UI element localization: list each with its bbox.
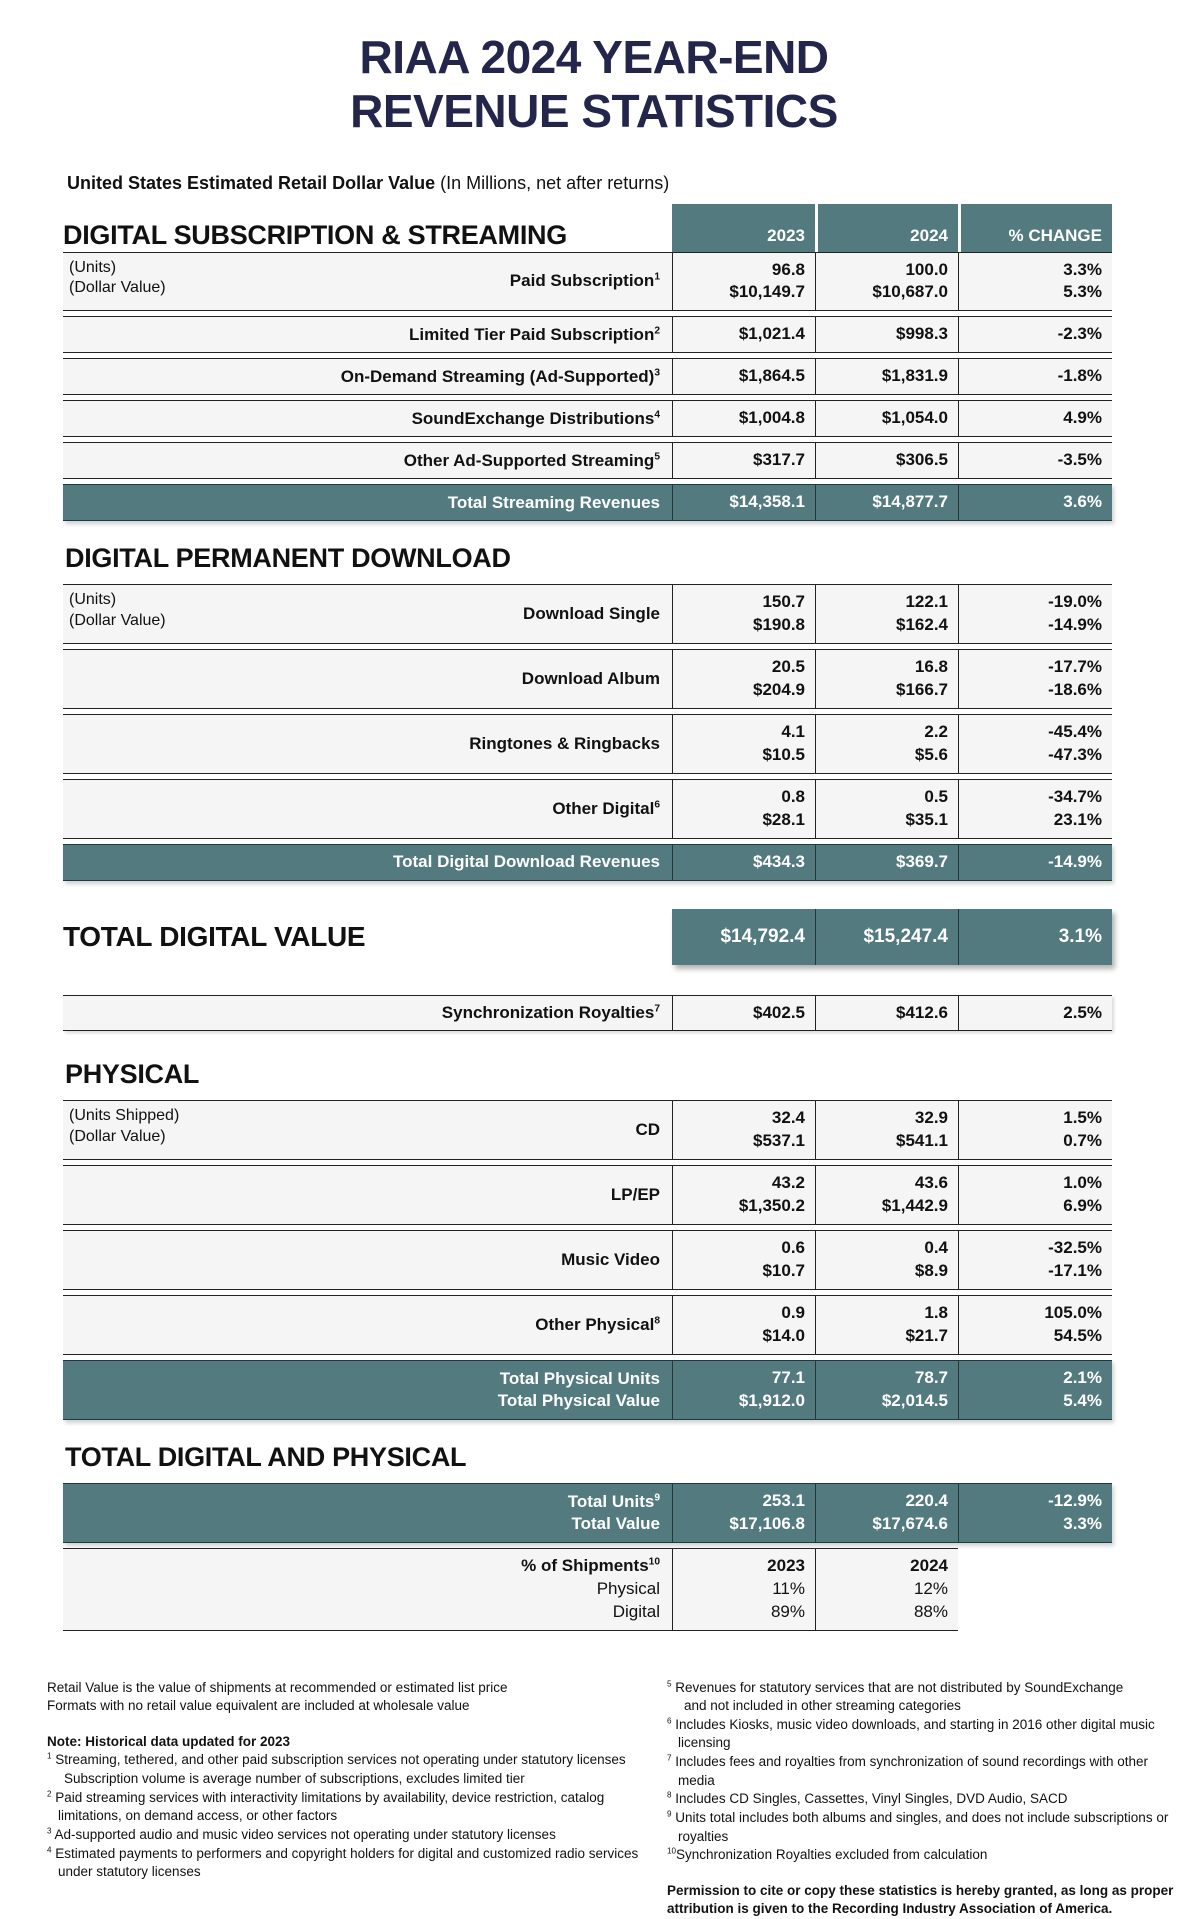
cell-2024: 122.1 $162.4 <box>815 585 958 643</box>
cell-2024: 0.4 $8.9 <box>815 1231 958 1289</box>
cell-2024: $412.6 <box>815 996 958 1031</box>
section-title-grand-total: TOTAL DIGITAL AND PHYSICAL <box>65 1441 467 1472</box>
cell-change: -1.8% <box>958 359 1112 394</box>
cell-2023: 43.2 $1,350.2 <box>672 1166 815 1224</box>
cell-change: 1.5% 0.7% <box>958 1101 1112 1159</box>
cell-change: -14.9% <box>958 845 1112 880</box>
footnote-1: $^1$ Streaming, tethered, and other paid subscription services not operating under statutory licenses Subscription volume is average number of subscriptions, excludes limited tier <box>47 1751 626 1787</box>
footnote-intro: Retail Value is the value of shipments at recommended or estimated list price <box>47 1679 508 1695</box>
page-title-line1: RIAA 2024 YEAR-END <box>359 31 829 83</box>
cell-2023: 253.1 $17,106.8 <box>672 1484 815 1542</box>
cell-2024: $369.7 <box>815 845 958 880</box>
cell-2023: 4.1 $10.5 <box>672 715 815 773</box>
cell-2024: 16.8 $166.7 <box>815 650 958 708</box>
table-row-paid-subscription <box>63 252 1112 312</box>
table-row-other-physical <box>63 1295 1112 1355</box>
row-label: CD <box>635 1120 660 1140</box>
table-row-limited-tier <box>63 316 1112 353</box>
row-label: On-Demand Streaming (Ad-Supported)$^3$ <box>340 366 660 386</box>
cell-change: 4.9% <box>958 401 1112 436</box>
table-row-other-digital <box>63 779 1112 839</box>
total-row-physical <box>63 1360 1112 1420</box>
cell-2023: 150.7 $190.8 <box>672 585 815 643</box>
footnote-5: $^5$ Revenues for statutory services that are not distributed by SoundExchange and not included in other streaming categories <box>667 1679 1124 1714</box>
total-digital-value-row <box>63 909 1112 965</box>
table-row-soundexchange <box>63 400 1112 437</box>
section-title-physical: PHYSICAL <box>65 1059 200 1090</box>
cell-2023: $317.7 <box>672 443 815 478</box>
cell-2023: $14,358.1 <box>672 485 815 520</box>
subtitle-bold: United States Estimated Retail Dollar Value <box>67 172 436 193</box>
cell-2024: 78.7 $2,014.5 <box>815 1361 958 1419</box>
total-row-label: Total Units$^9$ Total Value <box>567 1491 660 1533</box>
section-title-streaming: DIGITAL SUBSCRIPTION & STREAMING <box>63 219 567 250</box>
cell-2023: $434.3 <box>672 845 815 880</box>
subtitle-rest: (In Millions, net after returns) <box>435 172 670 193</box>
page-title-line2: REVENUE STATISTICS <box>350 85 838 138</box>
grand-total-row <box>63 1483 1112 1543</box>
footnote-note: Note: Historical data updated for 2023 <box>47 1733 291 1749</box>
row-label: Synchronization Royalties$^7$ <box>441 1002 660 1022</box>
row-label: Other Ad-Supported Streaming$^5$ <box>403 450 660 470</box>
cell-2023: 32.4 $537.1 <box>672 1101 815 1159</box>
cell-2024: 32.9 $541.1 <box>815 1101 958 1159</box>
cell-2024: 2.2 $5.6 <box>815 715 958 773</box>
cell-2023: $14,792.4 <box>672 909 815 965</box>
footnote-8: $^8$ Includes CD Singles, Cassettes, Vinyl Singles, DVD Audio, SACD <box>667 1790 1068 1807</box>
cell-change: -19.0% -14.9% <box>958 585 1112 643</box>
cell-2023: 0.9 $14.0 <box>672 1296 815 1354</box>
cell-change: 3.3% 5.3% <box>958 253 1112 311</box>
cell-2023: 20.5 $204.9 <box>672 650 815 708</box>
cell-2024: $1,054.0 <box>815 401 958 436</box>
footnote-9: $^9$ Units total includes both albums and singles, and does not include subscriptions or royalties <box>667 1809 1169 1844</box>
footnote-10: $^{10}$Synchronization Royalties excluded from calculation <box>667 1846 988 1863</box>
cell-change: 3.6% <box>958 485 1112 520</box>
total-row-label: Total Streaming Revenues <box>447 492 660 512</box>
table-row-sync-royalties <box>63 995 1112 1032</box>
cell-2024: $998.3 <box>815 317 958 352</box>
cell-2024: 43.6 $1,442.9 <box>815 1166 958 1224</box>
table-header-row <box>63 204 1112 252</box>
cell-change: 2.5% <box>958 996 1112 1031</box>
subtitle <box>67 173 1188 194</box>
cell-change: 2.1% 5.4% <box>958 1361 1112 1419</box>
column-header-2024: 2024 <box>815 204 958 252</box>
table-row-music-video <box>63 1230 1112 1290</box>
cell-2024: $306.5 <box>815 443 958 478</box>
table-row-download-album <box>63 649 1112 709</box>
cell-2024: 220.4 $17,674.6 <box>815 1484 958 1542</box>
footnote-2: $^2$ Paid streaming services with interactivity limitations by availability, device restriction, catalog limitations, on demand access, or other factors <box>47 1789 605 1824</box>
footnotes <box>47 1679 1188 1919</box>
cell-change: 3.1% <box>958 909 1112 965</box>
total-digital-value-band <box>672 909 1112 965</box>
cell-2024: 2024 12% 88% <box>815 1549 958 1630</box>
cell-change: -17.7% -18.6% <box>958 650 1112 708</box>
cell-2023: $1,021.4 <box>672 317 815 352</box>
row-label: Music Video <box>561 1250 660 1270</box>
footnote-4: $^4$ Estimated payments to performers and copyright holders for digital and customized radio services under statutory licenses <box>47 1845 639 1880</box>
total-row-streaming <box>63 484 1112 521</box>
section-title-total-digital: TOTAL DIGITAL VALUE <box>63 920 366 952</box>
row-label: Limited Tier Paid Subscription$^2$ <box>409 324 660 344</box>
total-row-download <box>63 844 1112 881</box>
table-row-cd <box>63 1100 1112 1160</box>
cell-2023: 96.8 $10,149.7 <box>672 253 815 311</box>
table-row-other-ad-supported <box>63 442 1112 479</box>
row-label: Other Digital$^6$ <box>552 798 660 818</box>
cell-change: -2.3% <box>958 317 1112 352</box>
table-row-ringtones <box>63 714 1112 774</box>
footnote-3: $^3$ Ad-supported audio and music video services not operating under statutory licenses <box>47 1826 556 1842</box>
row-label: Paid Subscription$^1$ <box>509 271 660 291</box>
total-row-label: Total Physical Units Total Physical Value <box>497 1368 660 1410</box>
permission-statement: Permission to cite or copy these statistics is hereby granted, as long as proper attribution is given to the Recording Industry Association of America. <box>667 1882 1174 1917</box>
cell-2024: 0.5 $35.1 <box>815 780 958 838</box>
total-row-label: Total Digital Download Revenues <box>393 852 660 872</box>
cell-2023: 0.6 $10.7 <box>672 1231 815 1289</box>
row-hints: (Units) (Dollar Value) <box>69 258 166 297</box>
cell-change: 105.0% 54.5% <box>958 1296 1112 1354</box>
row-label: Other Physical$^8$ <box>535 1314 660 1334</box>
column-header-change: % CHANGE <box>958 204 1112 252</box>
cell-2024: 1.8 $21.7 <box>815 1296 958 1354</box>
footnote-intro: Formats with no retail value equivalent are included at wholesale value <box>47 1698 470 1714</box>
cell-change: -3.5% <box>958 443 1112 478</box>
cell-2024: $1,831.9 <box>815 359 958 394</box>
cell-2024: $15,247.4 <box>815 909 958 965</box>
row-hints: (Units Shipped) (Dollar Value) <box>69 1107 180 1146</box>
cell-2023: $1,864.5 <box>672 359 815 394</box>
cell-2023: $1,004.8 <box>672 401 815 436</box>
cell-2024: 100.0 $10,687.0 <box>815 253 958 311</box>
shipments-share-row <box>63 1548 958 1631</box>
row-hints: (Units) (Dollar Value) <box>69 591 166 629</box>
footnote-7: $^7$ Includes fees and royalties from synchronization of sound recordings with other media <box>667 1753 1149 1788</box>
footnotes-left-column <box>47 1679 645 1919</box>
row-label: Ringtones & Ringbacks <box>469 733 660 753</box>
cell-2023: 77.1 $1,912.0 <box>672 1361 815 1419</box>
statistics-table <box>63 204 1112 1631</box>
cell-2024: $14,877.7 <box>815 485 958 520</box>
row-label: Download Single <box>523 603 660 623</box>
table-row-lp-ep <box>63 1165 1112 1225</box>
column-header-2023: 2023 <box>672 204 815 252</box>
table-row-download-single <box>63 584 1112 644</box>
footnote-6: $^6$ Includes Kiosks, music video downloads, and starting in 2016 other digital music licensing <box>667 1716 1155 1751</box>
row-label: Download Album <box>521 668 660 688</box>
cell-change: -12.9% 3.3% <box>958 1484 1112 1542</box>
footnotes-right-column <box>667 1679 1187 1919</box>
cell-change: -32.5% -17.1% <box>958 1231 1112 1289</box>
cell-change: -34.7% 23.1% <box>958 780 1112 838</box>
row-label: LP/EP <box>610 1185 660 1205</box>
row-label: SoundExchange Distributions$^4$ <box>411 408 660 428</box>
table-row-on-demand <box>63 358 1112 395</box>
row-label: % of Shipments$^{10}$ Physical Digital <box>521 1555 660 1621</box>
cell-2023: 0.8 $28.1 <box>672 780 815 838</box>
cell-change: -45.4% -47.3% <box>958 715 1112 773</box>
cell-2023: $402.5 <box>672 996 815 1031</box>
page-title <box>0 30 1188 139</box>
cell-change: 1.0% 6.9% <box>958 1166 1112 1224</box>
cell-2023: 2023 11% 89% <box>672 1549 815 1630</box>
section-title-download: DIGITAL PERMANENT DOWNLOAD <box>65 543 511 574</box>
